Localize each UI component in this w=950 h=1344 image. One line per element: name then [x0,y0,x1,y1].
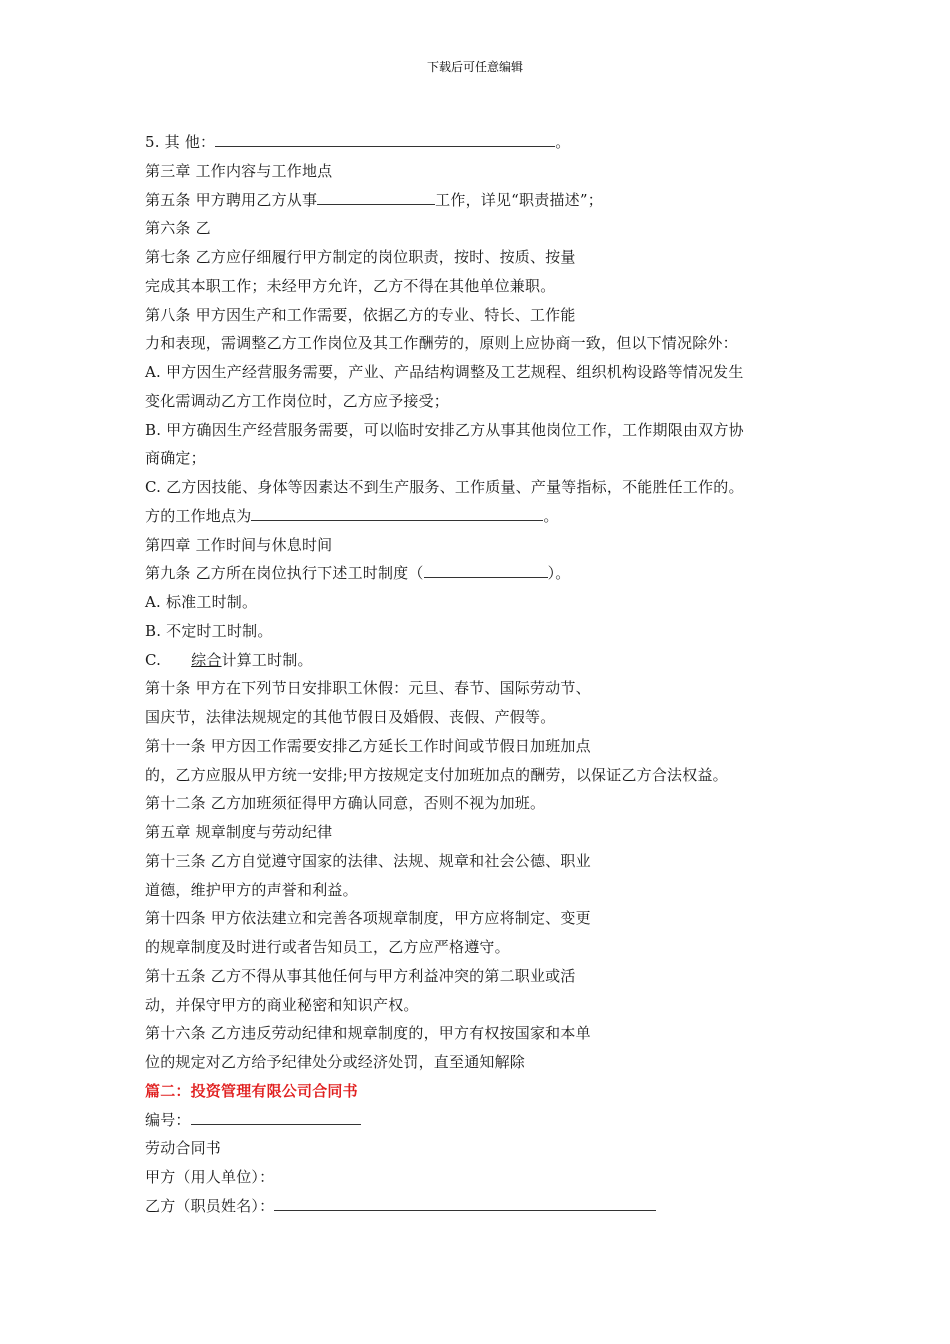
article-14-line-1: 第十四条 甲方依法建立和完善各项规章制度，甲方应将制定、变更 [145,909,591,928]
blank-line [191,1110,361,1125]
article-5: 第五条 甲方聘用乙方从事 工作，详见“职责描述”； [145,190,603,209]
article-13-line-2: 道德，维护甲方的声誉和利益。 [145,880,358,899]
article-6: 第六条 乙 [145,219,211,238]
contract-title: 劳动合同书 [145,1139,222,1158]
item-c: C. 乙方因技能、身体等因素达不到生产服务、工作质量、产量等指标，不能胜任工作的。 [145,478,744,496]
blank-line [274,1196,656,1211]
article-8-line-2: 力和表现，需调整乙方工作岗位及其工作酬劳的，原则上应协商一致，但以下情况除外： [145,334,738,353]
blank-line [215,132,555,147]
blank-line [317,190,435,205]
option-b: B. 不定时工时制。 [145,621,273,640]
item-b-line-2: 商确定； [145,449,206,468]
article-10-line-1: 第十条 甲方在下列节日安排职工休假：元旦、春节、国际劳动节、 [145,679,591,698]
page-header-note: 下载后可任意编辑 [426,60,523,74]
item-a-line-2: 变化需调动乙方工作岗位时，乙方应予接受； [145,391,450,410]
article-12: 第十二条 乙方加班须征得甲方确认同意，否则不视为加班。 [145,794,546,813]
article-10-line-2: 国庆节，法律法规规定的其他节假日及婚假、丧假、产假等。 [145,708,556,726]
item-a-line-1: A. 甲方因生产经营服务需要，产业、产品结构调整及工艺规程、组织机构设路等情况发生 [145,363,744,381]
underlined-term: 综合 [191,650,222,669]
chapter-3-title: 第三章 工作内容与工作地点 [145,161,333,180]
article-8-line-1: 第八条 甲方因生产和工作需要，依据乙方的专业、特长、工作能 [145,305,576,324]
blank-line [424,563,548,578]
option-c: C. 综合计算工时制。 [145,650,313,669]
chapter-4-title: 第四章 工作时间与休息时间 [145,535,333,554]
option-a: A. 标准工时制。 [145,593,258,611]
party-a: 甲方（用人单位）： [145,1168,275,1186]
article-16-line-2: 位的规定对乙方给予纪律处分或经济处罚，直至通知解除 [145,1053,526,1071]
chapter-5-title: 第五章 规章制度与劳动纪律 [145,823,333,841]
document-body [145,128,825,1221]
article-16-line-1: 第十六条 乙方违反劳动纪律和规章制度的，甲方有权按国家和本单 [145,1024,591,1043]
section-2-title: 篇二：投资管理有限公司合同书 [145,1081,358,1100]
blank-line [251,506,543,521]
article-7-line-2: 完成其本职工作；未经甲方允许，乙方不得在其他单位兼职。 [145,276,556,295]
article-14-line-2: 的规章制度及时进行或者告知员工，乙方应严格遵守。 [145,938,510,956]
clause-other: 5. 其 他： 。 [145,133,571,151]
article-11-line-1: 第十一条 甲方因工作需要安排乙方延长工作时间或节假日加班加点 [145,736,591,755]
work-location: 方的工作地点为 。 [145,506,559,525]
article-9: 第九条 乙方所在岗位执行下述工时制度（ ）。 [145,564,571,583]
party-b: 乙方（职员姓名）： [145,1192,825,1221]
article-15-line-2: 动，并保守甲方的商业秘密和知识产权。 [145,995,419,1014]
article-15-line-1: 第十五条 乙方不得从事其他任何与甲方利益冲突的第二职业或活 [145,966,576,985]
item-b-line-1: B. 甲方确因生产经营服务需要，可以临时安排乙方从事其他岗位工作，工作期限由双方协 [145,420,744,439]
article-11-line-2: 的，乙方应服从甲方统一安排;甲方按规定支付加班加点的酬劳，以保证乙方合法权益。 [145,765,728,784]
contract-number: 编号： [145,1106,825,1135]
article-7-line-1: 第七条 乙方应仔细履行甲方制定的岗位职责，按时、按质、按量 [145,248,576,266]
article-13-line-1: 第十三条 乙方自觉遵守国家的法律、法规、规章和社会公德、职业 [145,851,591,870]
